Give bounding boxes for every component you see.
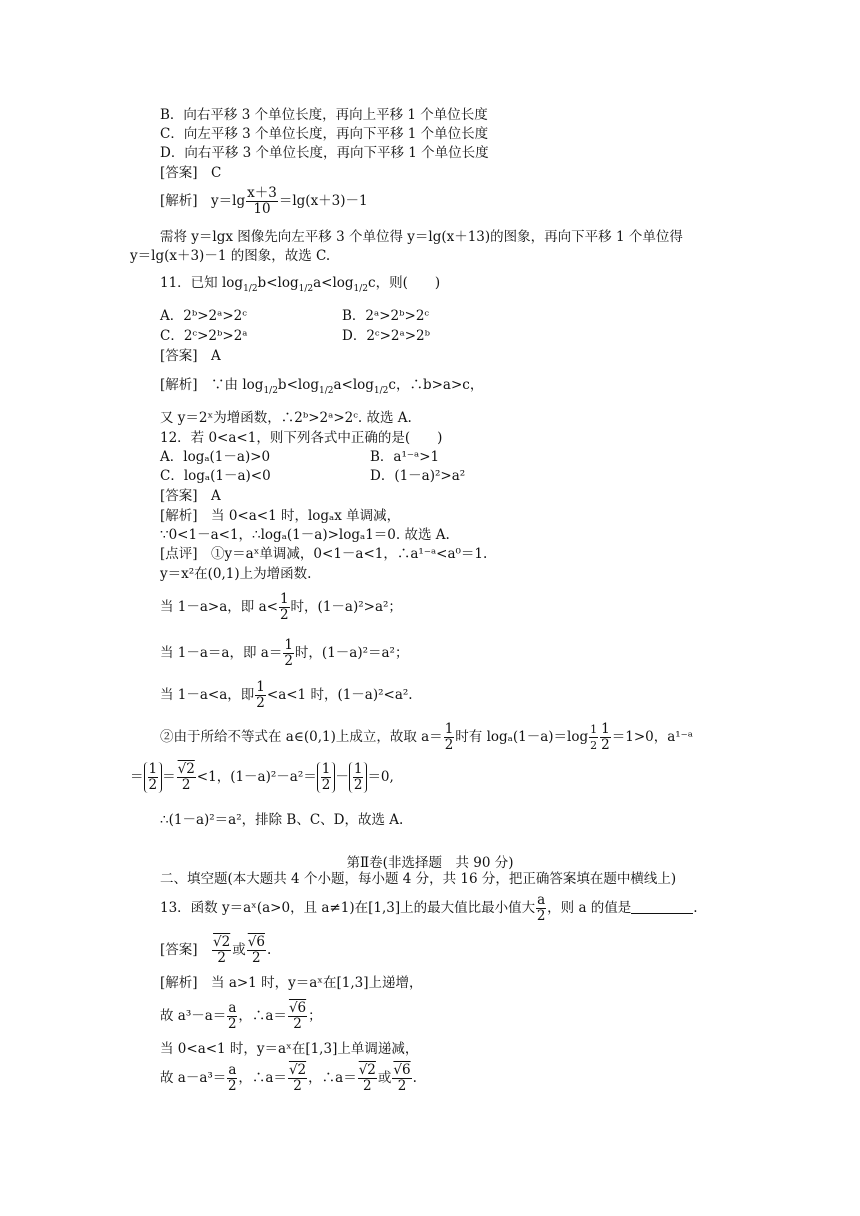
q12-analysis-2: ∵0<1－a<1，∴logₐ(1－a)>logₐ1＝0. 故选 A. — [160, 527, 450, 543]
fraction — [589, 722, 598, 753]
denominator: 2 — [536, 908, 546, 924]
formula-text: ＝lg(x＋3)－1 — [278, 193, 368, 209]
log-base: 1/2 — [318, 386, 334, 396]
fraction — [444, 722, 455, 753]
analysis-label: [解析] — [160, 377, 198, 393]
q13-analysis-4 — [160, 1063, 417, 1094]
option-b: B．a¹⁻ᵃ>1 — [370, 449, 440, 465]
analysis-text: c，∴b>a>c， — [388, 377, 484, 393]
answer-blank[interactable] — [631, 913, 693, 914]
numerator: √2 — [177, 761, 195, 777]
q10-answer — [160, 164, 221, 182]
numerator: 1 — [321, 761, 331, 777]
fraction — [255, 680, 266, 711]
option-d: D．2ᶜ>2ᵃ>2ᵇ — [342, 328, 430, 344]
fraction — [279, 592, 290, 623]
answer-value: C — [211, 165, 222, 181]
analysis-text: ，∴a＝ — [308, 1070, 357, 1086]
paren-bracket — [349, 762, 368, 793]
stem-text: 13．函数 y＝aˣ(a>0，且 a≠1)在[1,3]上的最大值比最小值大 — [160, 900, 536, 916]
q10-analysis — [160, 186, 368, 217]
analysis-text: ∵由 log — [211, 377, 264, 393]
fraction — [321, 762, 332, 793]
numerator: √6 — [247, 934, 265, 950]
q12-comment-1: [点评] ①y＝aˣ单调减，0<1－a<1，∴a¹⁻ᵃ<a⁰＝1. — [160, 546, 488, 562]
numerator: 1 — [444, 721, 454, 737]
fraction — [227, 1063, 237, 1094]
q11-answer — [160, 347, 221, 365]
fraction — [246, 186, 278, 217]
stem-text: . — [693, 900, 698, 916]
analysis-text: ，∴a＝ — [238, 1070, 287, 1086]
numerator: √2 — [288, 1062, 307, 1078]
q12-part2-line-1 — [160, 722, 693, 753]
denominator: 2 — [444, 737, 454, 753]
q11-analysis-1 — [160, 376, 483, 400]
denominator: 2 — [293, 1016, 302, 1032]
q12-case-3 — [160, 680, 413, 711]
denominator: 2 — [321, 777, 331, 793]
denominator: 2 — [228, 1078, 237, 1094]
log-base: 1/2 — [353, 284, 369, 294]
denominator: 2 — [353, 777, 363, 793]
numerator: a — [537, 892, 546, 908]
denominator: 2 — [279, 607, 289, 623]
part2-text: 时有 logₐ(1－a)＝log — [455, 729, 589, 745]
q11-analysis-2: 又 y＝2ˣ为增函数，∴2ᵇ>2ᵃ>2ᶜ. 故选 A. — [160, 410, 412, 426]
fraction — [227, 1001, 237, 1032]
denominator: 2 — [590, 739, 598, 752]
numerator: 1 — [279, 591, 289, 607]
q12-case-2 — [160, 638, 408, 669]
numerator: √2 — [358, 1062, 376, 1078]
q13-analysis-3: 当 0<a<1 时，y＝aˣ在[1,3]上单调递减， — [160, 1041, 419, 1057]
fraction — [353, 762, 364, 793]
answer-text: 或 — [232, 942, 246, 958]
option-c: C．logₐ(1－a)<0 — [160, 468, 271, 484]
part2-text: ＝ — [162, 769, 176, 785]
analysis-text: 故 a－a³＝ — [160, 1070, 227, 1086]
case-text: 当 1－a>a，即 a< — [160, 599, 278, 615]
fraction — [536, 893, 546, 924]
q12-stem: 12．若 0<a<1，则下列各式中正确的是( ) — [160, 430, 443, 446]
q12-options-row-1 — [160, 448, 440, 466]
denominator: 2 — [148, 777, 158, 793]
q10-option-b: B．向右平移 3 个单位长度，再向上平移 1 个单位长度 — [160, 107, 488, 123]
numerator: √2 — [213, 934, 231, 950]
case-text: 时，(1－a)²＝a²； — [294, 645, 409, 661]
analysis-text: b<log — [277, 377, 319, 393]
numerator: 1 — [284, 637, 293, 653]
analysis-text: ，∴a＝ — [238, 1008, 287, 1024]
numerator: √6 — [288, 1000, 307, 1016]
denominator: 2 — [601, 737, 610, 753]
q12-part2-line-2 — [130, 762, 394, 793]
analysis-text: 或 — [377, 1070, 392, 1086]
numerator: √6 — [393, 1062, 411, 1078]
fraction — [283, 638, 294, 669]
fraction — [247, 935, 266, 966]
numerator: x＋3 — [247, 185, 277, 201]
fraction — [288, 1063, 307, 1094]
case-text: 时，(1－a)²>a²； — [290, 599, 402, 615]
stem-text: a<log — [313, 275, 354, 291]
answer-label: [答案] — [160, 165, 198, 181]
section-title: 第Ⅱ卷(非选择题 共 90 分) — [346, 855, 514, 871]
log-base: 1/2 — [298, 284, 314, 294]
q12-conclusion: ∴(1－a)²＝a²，排除 B、C、D，故选 A. — [160, 812, 404, 828]
answer-value: A — [211, 488, 221, 504]
numerator: 1 — [601, 721, 610, 737]
stem-text: c，则( ) — [368, 275, 441, 291]
q10-explain-2: y＝lg(x＋3)－1 的图象，故选 C. — [130, 248, 331, 264]
numerator: 1 — [148, 761, 158, 777]
fraction — [392, 1063, 411, 1094]
q12-case-1 — [160, 592, 402, 623]
case-text: <a<1 时，(1－a)²<a². — [266, 687, 413, 703]
option-c: C．2ᶜ>2ᵇ>2ᵃ — [160, 328, 248, 344]
stem-text: 11．已知 log — [160, 275, 244, 291]
q11-stem — [160, 274, 440, 298]
log-base: 1/2 — [373, 386, 389, 396]
numerator: a — [228, 1000, 237, 1016]
stem-text: b<log — [257, 275, 299, 291]
numerator: a — [228, 1062, 237, 1078]
analysis-label: [解析] — [160, 193, 198, 209]
denominator: 2 — [228, 1016, 237, 1032]
q10-explain-1: 需将 y＝lgx 图像先向左平移 3 个单位得 y＝lg(x＋13)的图象，再向下平移 1 个单位得 — [160, 229, 683, 245]
part2-text: ＝ — [130, 769, 144, 785]
log-base: 1/2 — [263, 386, 278, 396]
denominator: 2 — [284, 653, 293, 669]
denominator: 10 — [253, 201, 271, 217]
paren-bracket — [144, 762, 163, 793]
case-text: 当 1－a＝a，即 a＝ — [160, 645, 283, 661]
paren-bracket — [317, 762, 336, 793]
part2-text: ＝0, — [367, 769, 394, 785]
denominator: 2 — [256, 695, 265, 711]
q13-stem — [160, 893, 698, 924]
answer-text: . — [266, 942, 272, 958]
part2-text: ＝1>0，a¹⁻ᵃ — [611, 729, 694, 745]
option-a: A．2ᵇ>2ᵃ>2ᶜ — [160, 308, 247, 324]
option-b: B．2ᵃ>2ᵇ>2ᶜ — [342, 308, 430, 324]
q10-option-c: C．向左平移 3 个单位长度，再向下平移 1 个单位长度 — [160, 126, 489, 142]
fraction — [148, 762, 159, 793]
numerator: 1 — [256, 679, 265, 695]
option-d: D．(1－a)²>a² — [370, 468, 466, 484]
fraction — [212, 935, 231, 966]
option-a: A．logₐ(1－a)>0 — [160, 449, 271, 465]
q11-options-row-1 — [160, 307, 430, 325]
answer-label: [答案] — [160, 942, 198, 958]
part2-text: ②由于所给不等式在 a∈(0,1)上成立，故取 a＝ — [160, 729, 443, 745]
denominator: 2 — [252, 950, 261, 966]
part2-text: － — [335, 769, 349, 785]
stem-text: ，则 a 的值是 — [547, 900, 632, 916]
q13-analysis-2 — [160, 1001, 322, 1032]
analysis-text: a<log — [333, 377, 374, 393]
analysis-text: ； — [308, 1008, 322, 1024]
analysis-text: . — [412, 1070, 417, 1086]
numerator: 1 — [353, 761, 363, 777]
part2-text: <1，(1－a)²－a²＝ — [196, 769, 317, 785]
denominator: 2 — [181, 777, 191, 793]
q10-option-d: D．向右平移 3 个单位长度，再向下平移 1 个单位长度 — [160, 145, 489, 161]
section-instruction: 二、填空题(本大题共 4 个小题，每小题 4 分，共 16 分，把正确答案填在题中横线上) — [160, 871, 677, 887]
answer-label: [答案] — [160, 488, 198, 504]
denominator: 2 — [363, 1078, 372, 1094]
numerator: 1 — [590, 723, 598, 736]
analysis-text: 故 a³－a＝ — [160, 1008, 227, 1024]
q12-analysis-1: [解析] 当 0<a<1 时，logₐx 单调减， — [160, 508, 401, 524]
fraction — [177, 762, 196, 793]
answer-label: [答案] — [160, 348, 198, 364]
denominator: 2 — [293, 1078, 302, 1094]
q13-answer — [160, 935, 271, 966]
case-text: 当 1－a<a，即 — [160, 687, 255, 703]
denominator: 2 — [217, 950, 226, 966]
formula-text: y＝lg — [211, 193, 246, 209]
q12-comment-2: y＝x²在(0,1)上为增函数. — [160, 566, 312, 582]
log-base: 1/2 — [243, 284, 258, 294]
answer-value: A — [211, 348, 221, 364]
fraction — [600, 722, 611, 753]
fraction — [288, 1001, 307, 1032]
q11-options-row-2 — [160, 327, 430, 345]
fraction — [358, 1063, 377, 1094]
denominator: 2 — [397, 1078, 407, 1094]
q12-answer — [160, 487, 221, 505]
q12-options-row-2 — [160, 467, 466, 485]
q13-analysis-1: [解析] 当 a>1 时，y＝aˣ在[1,3]上递增， — [160, 975, 423, 991]
